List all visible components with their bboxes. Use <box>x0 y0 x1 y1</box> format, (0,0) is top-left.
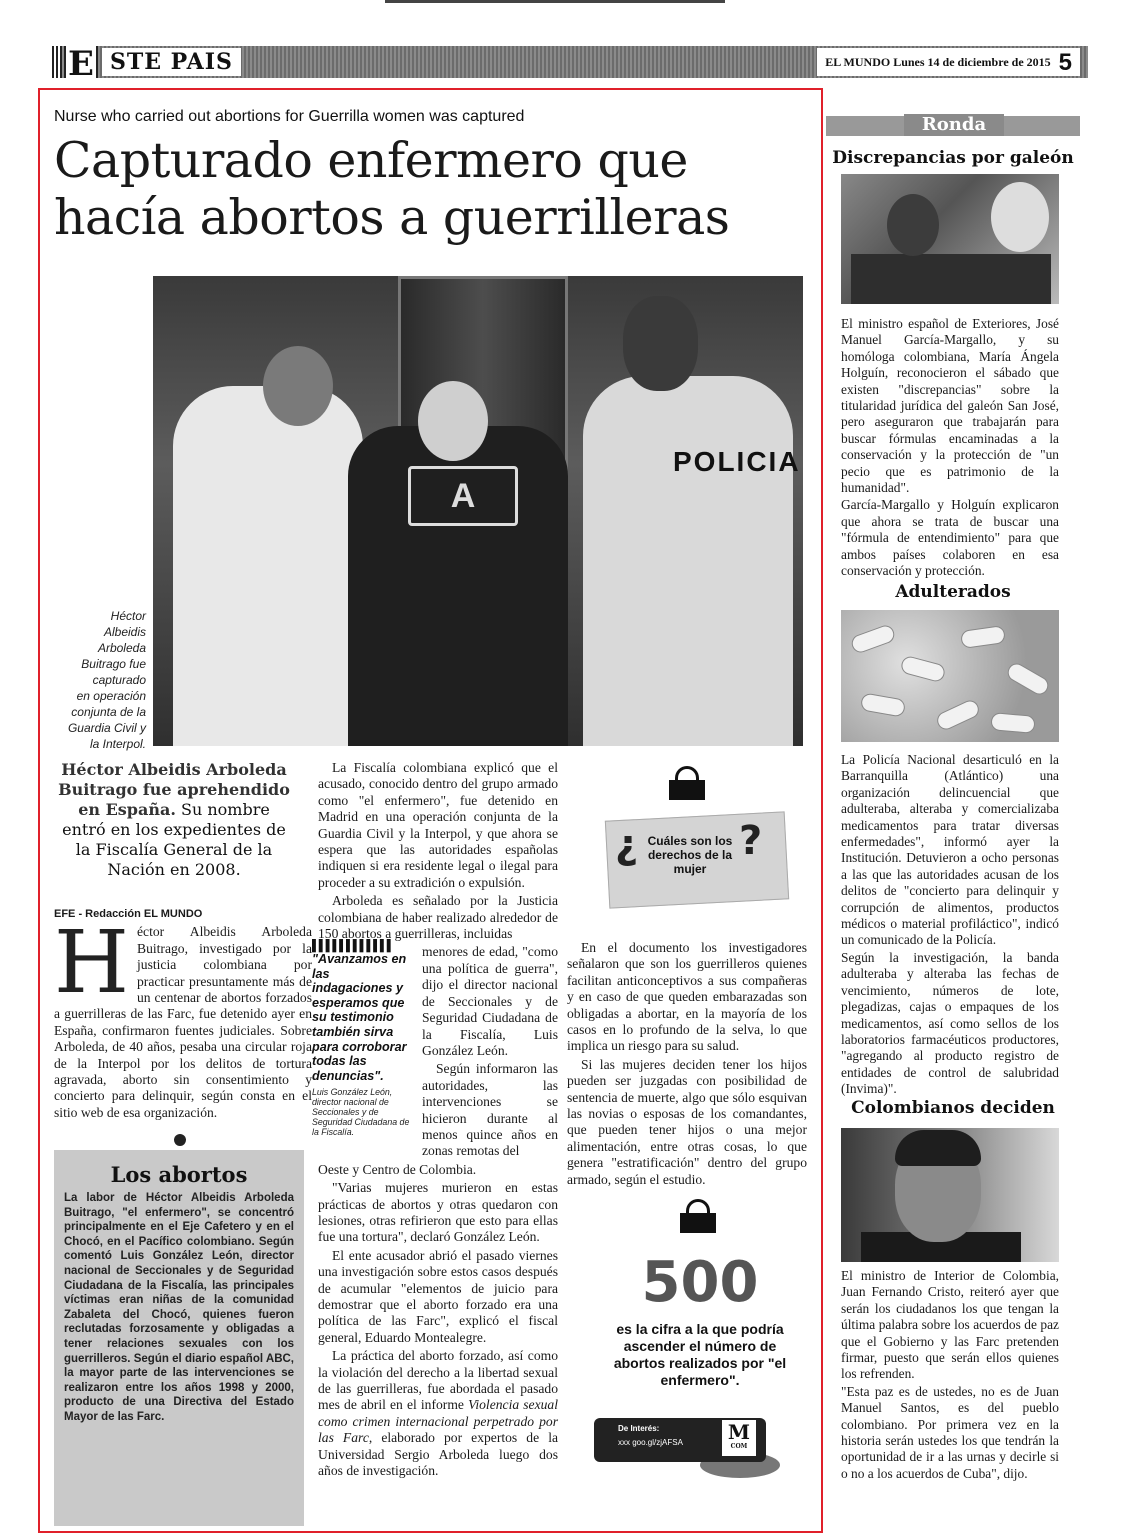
report-title: Violencia sexual como crimen internacional perpetrado por las Farc <box>318 1397 558 1446</box>
interest-url[interactable]: xxx goo.gl/zjAFSA <box>618 1438 683 1447</box>
pull-quote-text: "Avanzamos en las indagaciones y esperamos que su testimonio también sirva para corroborar todas las denuncias". <box>312 952 407 1083</box>
paragraph: Según la investigación, la banda adulteraba y alteraba las fechas de vencimiento, números de lote, plegadizas, cajas o empaques de los medicamentos, así como sellos de los laboratorios farmacéuticos productores, "agregando al producto registro de entidades de control de salubridad (Invima)". <box>841 949 1059 1097</box>
sidebar-text-galeon <box>841 316 1059 581</box>
photo-figure-left <box>173 386 363 746</box>
pull-quote-ticks: ▌▌▌▌▌▌▌▌▌▌▌▌ <box>312 940 394 952</box>
logo-letter: M <box>727 1420 751 1444</box>
abortos-text: La labor de Héctor Albeidis Arboleda Buitrago, "el enfermero", se concentró principalmente en el Eje Cafetero y en el Chocó, en el Pacífico colombiano. Según comentó Luis González León, director nacional de Seccionales y de Seguridad Ciudadana de la Fiscalía, las principales víctimas eran niñas de la comunidad Zabaleta del Chocó, quienes fueron reclutadas forzosamente y obligadas a tener relaciones sexuales con los guerrilleros. Según el diario español ABC, la mayor parte de las intervenciones se realizaron entre los años 1998 y 2000, producto de una Directiva del Estado Mayor de las Farc. <box>64 1192 294 1423</box>
paragraph: menores de edad, "como una política de guerra", dijo el director nacional de Seccionales y de Seguridad Ciudadana de la Fiscalía, Luis González León. <box>422 944 558 1058</box>
paragraph-text: La práctica del aborto forzado, así como la violación del derecho a la libertad sexual de las guerrilleras, fue abordada el pasado mes de abril en el informe <box>318 1348 558 1413</box>
elmundo-logo <box>722 1420 756 1456</box>
caption-line: conjunta de la <box>71 705 146 719</box>
sidebar-text-adulterados <box>841 752 1059 1099</box>
stat-text: es la cifra a la que podría ascender el número de abortos realizados por "el enfermero". <box>613 1321 787 1388</box>
pull-quote <box>312 940 412 1137</box>
sidebar-header <box>826 116 1080 136</box>
masthead-info <box>817 48 1080 76</box>
photo-head-right <box>623 296 698 391</box>
caption-line: Albeidis <box>103 625 146 639</box>
photo-figure-right <box>583 376 793 746</box>
sidebar-photo-pills <box>841 610 1059 742</box>
interest-label: De Interés: <box>618 1424 660 1433</box>
question-close-icon: ? <box>739 818 763 864</box>
headline-line-2: hacía abortos a guerrilleras <box>54 189 730 246</box>
column-1 <box>54 906 312 1123</box>
caption-line: la Interpol. <box>89 737 146 751</box>
binder-clip-icon <box>676 1199 720 1233</box>
publication-date: EL MUNDO Lunes 14 de diciembre de 2015 <box>825 55 1051 69</box>
abortos-title: Los abortos <box>110 1162 248 1187</box>
stat-number: 500 <box>641 1250 759 1315</box>
paragraph: La Fiscalía colombiana explicó que el acusado, conocido dentro del grupo armado como "el enfermero", fue detenido en Madrid en una operación conjunta de la Guardia Civil y la Interpol, y que ahora se espera que las autoridades españolas indiquen si era residente legal o ilegal para proceder a su extradición o expulsión. <box>318 760 558 890</box>
lead-bold: Héctor Albeidis Arboleda Buitrago fue aprehendido en España. <box>58 760 290 819</box>
photo-head-left <box>263 346 333 426</box>
section-name: STE PAIS <box>102 48 241 76</box>
paragraph: "Varias mujeres murieron en estas prácticas de abortos y otras quedaron con lesiones, otras refirieron que esto para ellas fue una tortura", declaró González León. <box>318 1180 558 1245</box>
sidebar-section-label: Ronda <box>904 114 1004 136</box>
paragraph: El ente acusador abrió el pasado viernes una investigación sobre estos casos después de acumular "elementos de juicio para demostrar que el aborto forzado era una política de las Farc", explicó el fiscal general, Eduardo Montealegre. <box>318 1247 558 1345</box>
paragraph-text: , elaborado por expertos de la Universidad Sergio Arboleda luego dos años de investigación. <box>318 1430 559 1479</box>
sidebar-text-colombianos <box>841 1268 1059 1483</box>
sidebar-title-galeon: Discrepancias por galeón <box>832 148 1074 168</box>
sidebar-photo-minister <box>841 1128 1059 1262</box>
paragraph: Según informaron las autoridades, las intervenciones se hicieron durante al menos quince años en zonas remotas del <box>422 1061 558 1159</box>
paragraph: Arboleda es señalado por la Justicia colombiana de haber realizado alrededor de 150 abortos a guerrilleras, incluidas <box>318 893 558 942</box>
pin-icon <box>174 1134 186 1146</box>
article-lead <box>54 760 294 880</box>
masthead-bars <box>52 46 62 78</box>
jacket-logo: A <box>408 466 518 526</box>
column-3 <box>567 940 807 1190</box>
paragraph: El ministro de Interior de Colombia, Juan Fernando Cristo, reiteró ayer que serán los ciudadanos los que tengan la última palabra sobre los acuerdos de paz que el Gobierno y las Farc pretenden firmar, puesto que serán ellos quienes los refrenden. <box>841 1268 1059 1382</box>
drop-cap: H <box>54 913 129 1014</box>
abortos-box <box>54 1150 304 1526</box>
section-initial: E <box>64 46 98 78</box>
lead-text: Su nombre entró en los expedientes de la Fiscalía General de la Nación en 2008. <box>62 800 286 879</box>
rights-text: Cuáles son los derechos de la mujer <box>647 834 733 876</box>
caption-line: Guardia Civil y <box>67 721 146 735</box>
headline-line-1: Capturado enfermero que <box>54 132 688 189</box>
paragraph: García-Margallo y Holguín explicaron que ahora se trata de buscar una "fórmula de entendimiento" para que ambos países colaboren en esa conservación y protección. <box>841 497 1059 579</box>
paragraph: La Policía Nacional desarticuló en la Barranquilla (Atlántico) una organización delincuencial que adulteraba, alteraba y comercializaba medicamentos para tratar diversas enfermedades", informó ayer la Institución. Detuvieron a ocho personas a las que las autoridades acusan de los delitos de "concierto para delinquir y corrupción de alimentos, productos médicos o material profiláctico", indicó un comunicado de la Policía. <box>841 752 1059 948</box>
caption-line: Buitrago fue <box>81 657 146 671</box>
sidebar-title-adulterados: Adulterados <box>895 582 1011 602</box>
photo-head-center <box>418 381 488 461</box>
caption-line: Héctor <box>110 609 146 623</box>
masthead <box>52 46 1088 78</box>
binder-clip-icon <box>665 766 709 800</box>
interest-box <box>594 1418 766 1462</box>
logo-sub: COM <box>730 1443 748 1450</box>
paragraph: En el documento los investigadores señalaron que son los guerrilleros quienes facilitan anticonceptivos a sus compañeras y en caso de que queden embarazadas son obligadas a abortar, en la mayoría de los casos en lo profundo de la selva, lo que implica un riesgo para su salud. <box>567 940 807 1054</box>
caption-line: capturado <box>92 673 146 687</box>
paragraph: Oeste y Centro de Colombia. <box>318 1161 477 1177</box>
sidebar-photo-ministers <box>841 174 1059 304</box>
pull-quote-attribution: Luis González León, director nacional de Seccionales y de Seguridad Ciudadana de la Fiscalía. <box>312 1087 410 1138</box>
main-photo <box>153 276 803 746</box>
headline <box>54 132 814 246</box>
page-number: 5 <box>1058 49 1072 77</box>
paragraph: Si las mujeres deciden tener los hijos pueden ser juzgadas con posibilidad de sentencia de muerte, algo que sólo esquivan las novias o esposas de los comandantes, que pueden tener hijos o una mejor alimentación, entre otras cosas, lo que genera "estratificación" dentro del grupo armado, según el estudio. <box>567 1056 807 1187</box>
paragraph: El ministro español de Exteriores, José Manuel García-Margallo, y su homóloga colombiana, María Ángela Holguín, reconocieron el sábado que existen "discrepancias" sobre la titularidad jurídica del galeón San José, pero aseguraron que trabajarán para buscar fórmulas encaminadas a la conservación y la protección de "un pecio que es patrimonio de la humanidad". <box>841 316 1059 496</box>
english-summary: Nurse who carried out abortions for Guerrilla women was captured <box>54 108 525 125</box>
top-rule <box>385 0 725 3</box>
question-open-icon: ¿ <box>615 822 639 868</box>
police-vest-text: POLICIA <box>673 446 801 477</box>
paragraph <box>318 1348 558 1479</box>
paragraph-text: éctor Albeidis Arboleda Buitrago, investigado por la justicia colombiana por practicar presuntamente más de un centenar de abortos forzados a guerrilleras de las Farc, fue detenido ayer en España, confirmaron fuentes judiciales. Sobre Arboleda, de 40 años, pesaba una circular roja de la Interpol por los delitos de tortura agravada, aborto sin consentimiento y concierto para delinquir, según consta en el sitio web de esa organización. <box>54 924 312 1120</box>
photo-caption <box>52 608 146 752</box>
rights-graphic <box>585 760 805 920</box>
paragraph: "Esta paz es de ustedes, no es de Juan Manuel Santos, es del pueblo colombiano. Por primera vez en la historia serán ustedes los que tendrán la oportunidad de ir a las urnas y decirle si o no a los acuerdos de Cuba", dijo. <box>841 1383 1059 1481</box>
caption-line: Arboleda <box>97 641 146 655</box>
caption-line: en operación <box>76 689 146 703</box>
sidebar-title-colombianos: Colombianos deciden <box>851 1098 1055 1118</box>
byline: EFE - Redacción EL MUNDO <box>54 908 203 920</box>
